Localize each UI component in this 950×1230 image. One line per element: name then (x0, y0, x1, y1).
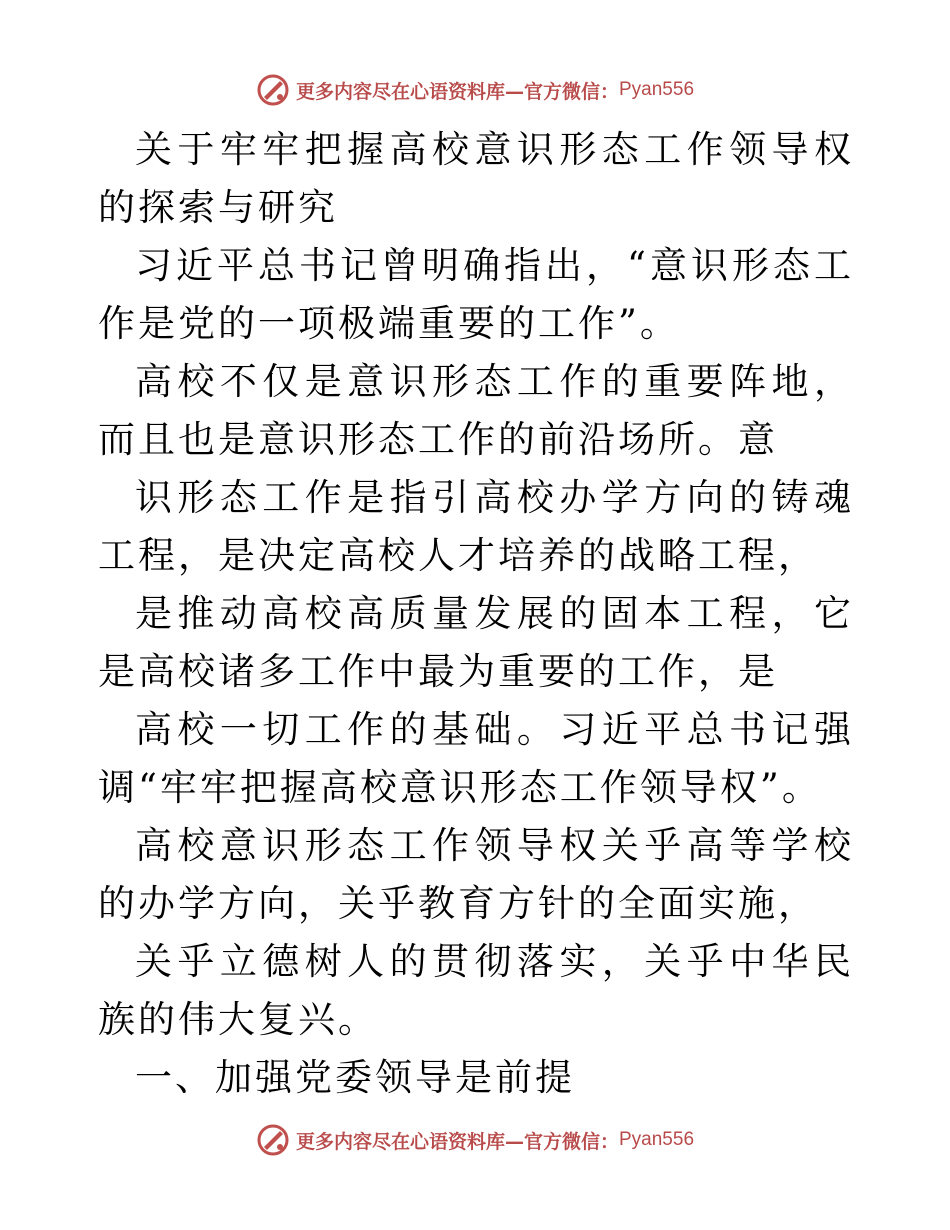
logo-icon (256, 73, 290, 107)
paragraph: 高校一切工作的基础。习近平总书记强调“牢牢把握高校意识形态工作领导权”。 (98, 708, 854, 809)
watermark-text: 更多内容尽在心语资料库—官方微信： (295, 80, 619, 103)
paragraph: 是推动高校高质量发展的固本工程，它是高校诸多工作中最为重要的工作，是 (98, 592, 854, 693)
document-body (98, 121, 854, 1107)
paragraph: 关乎立德树人的贯彻落实，关乎中华民族的伟大复兴。 (98, 940, 854, 1041)
watermark-handle: Pyan556 (619, 1129, 695, 1150)
paragraph: 高校不仅是意识形态工作的重要阵地，而且也是意识形态工作的前沿场所。意 (98, 360, 854, 461)
section-heading: 一、加强党委领导是前提 (135, 1056, 575, 1099)
watermark-header (0, 70, 950, 110)
logo-icon (256, 1123, 290, 1157)
paragraph: 识形态工作是指引高校办学方向的铸魂工程，是决定高校人才培养的战略工程， (98, 476, 854, 577)
watermark-footer (0, 1120, 950, 1160)
paragraph-title: 关于牢牢把握高校意识形态工作领导权的探索与研究 (98, 128, 854, 229)
watermark-handle: Pyan556 (619, 79, 695, 100)
paragraph: 高校意识形态工作领导权关乎高等学校的办学方向，关乎教育方针的全面实施， (98, 824, 854, 925)
watermark-text: 更多内容尽在心语资料库—官方微信： (295, 1130, 619, 1153)
paragraph: 习近平总书记曾明确指出，“意识形态工作是党的一项极端重要的工作”。 (98, 244, 854, 345)
